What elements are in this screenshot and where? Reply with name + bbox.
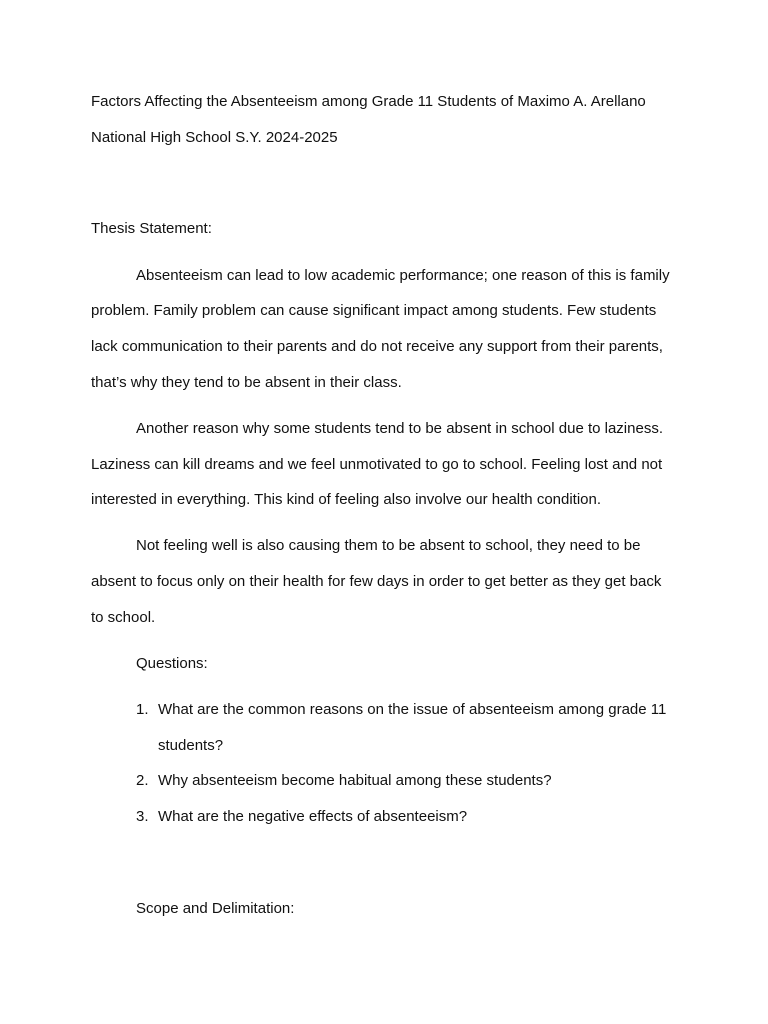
paragraph-2-line-2: Laziness can kill dreams and we feel unmotivated to go to school. Feeling lost and not [91,456,663,473]
paragraph-1-line-2: problem. Family problem can cause significant impact among students. Few students [91,302,657,319]
question-1-line-1: What are the common reasons on the issue of absenteeism among grade 11 [158,701,667,718]
questions-heading: Questions: [136,655,208,672]
paragraph-2-line-1: Another reason why some students tend to be absent in school due to laziness. [136,420,663,437]
question-1-line-2: students? [158,737,224,754]
paragraph-3-line-2: absent to focus only on their health for few days in order to get better as they get back [91,573,662,590]
question-2-number: 2. [136,772,149,789]
paragraph-1-line-1: Absenteeism can lead to low academic performance; one reason of this is family [136,267,670,284]
paragraph-3-line-3: to school. [91,609,156,626]
paragraph-1-line-3: lack communication to their parents and do not receive any support from their parents, [91,338,663,355]
question-1-number: 1. [136,701,149,718]
scope-heading: Scope and Delimitation: [136,900,295,917]
question-3-line-1: What are the negative effects of absenteeism? [158,808,468,825]
paragraph-1-line-4: that’s why they tend to be absent in their class. [91,374,402,391]
thesis-heading: Thesis Statement: [91,220,212,237]
document-title-line-2: National High School S.Y. 2024-2025 [91,129,338,146]
paragraph-3-line-1: Not feeling well is also causing them to be absent to school, they need to be [136,537,641,554]
document-title-line-1: Factors Affecting the Absenteeism among Grade 11 Students of Maximo A. Arellano [91,93,646,110]
question-3-number: 3. [136,808,149,825]
question-2-line-1: Why absenteeism become habitual among these students? [158,772,552,789]
paragraph-2-line-3: interested in everything. This kind of feeling also involve our health condition. [91,491,602,508]
